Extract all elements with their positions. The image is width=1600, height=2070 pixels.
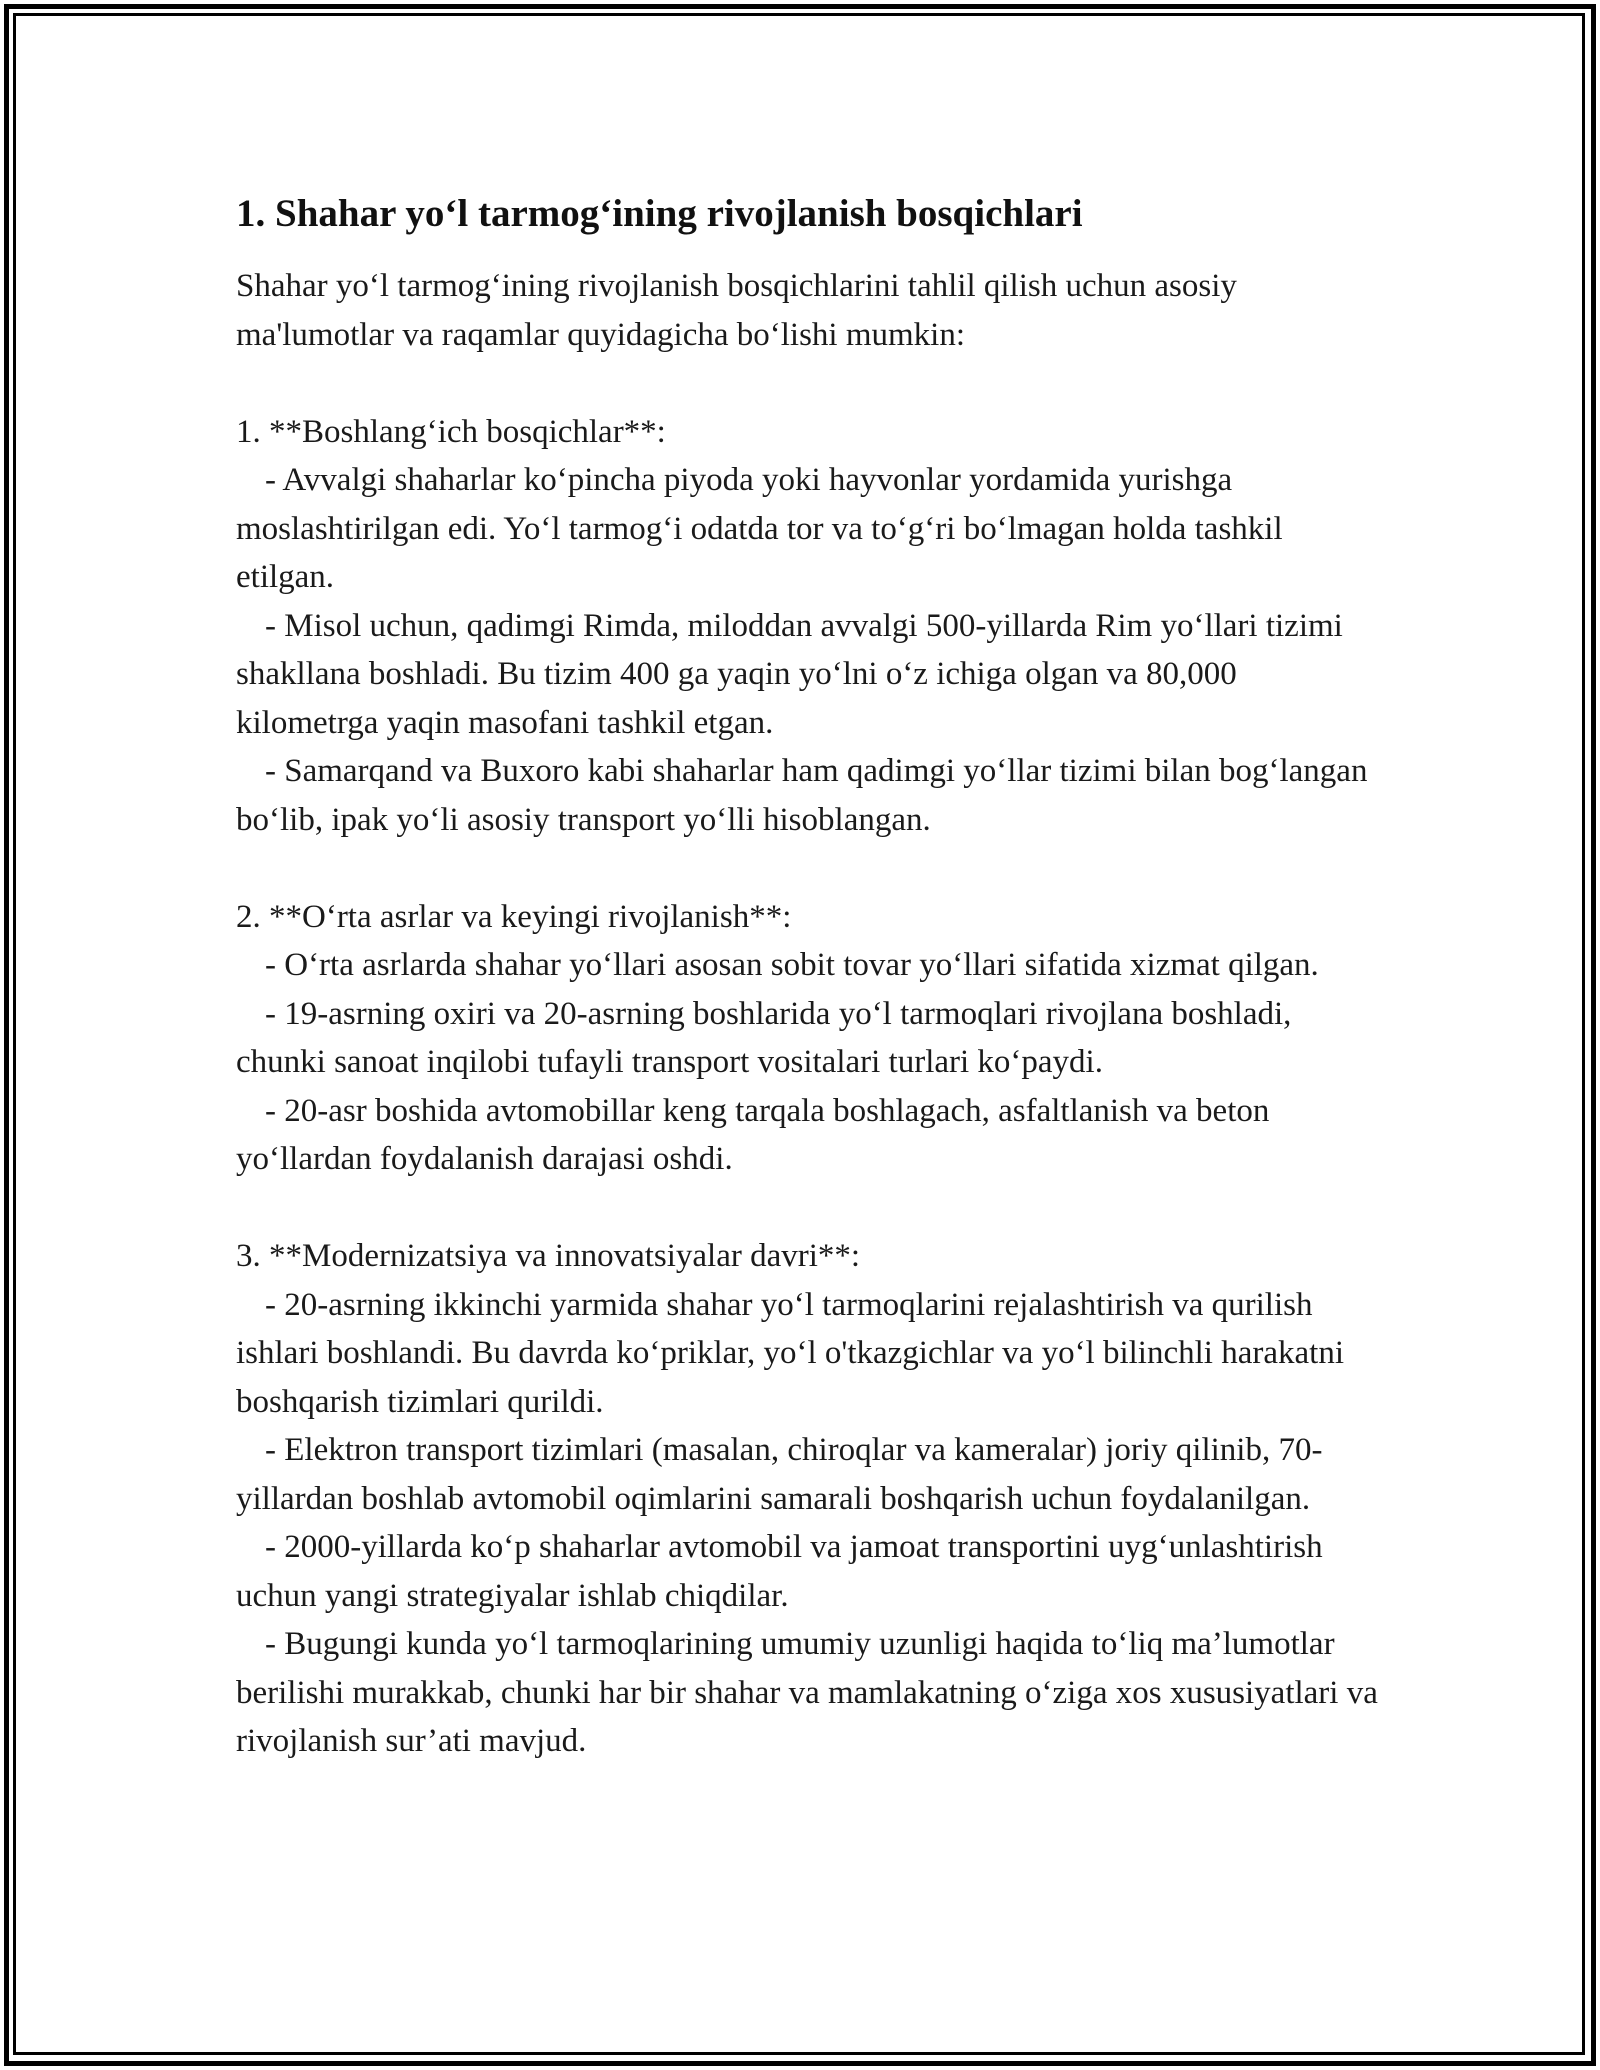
intro-paragraph: Shahar yo‘l tarmog‘ining rivojlanish bosqichlarini tahlil qilish uchun asosiy ma'lumotlar va raqamlar quyidagicha bo‘lishi mumkin: bbox=[236, 268, 1237, 353]
list-item bbox=[236, 1426, 1386, 1523]
section-2 bbox=[236, 893, 1386, 1184]
list-item-text: - Samarqand va Buxoro kabi shaharlar ham qadimgi yo‘llar tizimi bilan bog‘langan bo‘lib, ipak yo‘li asosiy transport yo‘lli hisoblangan. bbox=[236, 753, 1368, 838]
list-item-text: - O‘rta asrlarda shahar yo‘llari asosan sobit tovar yo‘llari sifatida xizmat qilgan. bbox=[265, 947, 1319, 983]
spacer bbox=[236, 844, 1386, 893]
list-item-text: - Elektron transport tizimlari (masalan, chiroqlar va kameralar) joriy qilinib, 70-yillardan boshlab avtomobil oqimlarini samarali boshqarish uchun foydalanilgan. bbox=[236, 1432, 1323, 1517]
list-item-text: - 2000-yillarda ko‘p shaharlar avtomobil va jamoat transportini uyg‘unlashtirish uchun yangi strategiyalar ishlab chiqdilar. bbox=[236, 1529, 1323, 1614]
list-item bbox=[236, 990, 1386, 1087]
spacer bbox=[236, 359, 1386, 408]
list-item-text: - Avvalgi shaharlar ko‘pincha piyoda yoki hayvonlar yordamida yurishga moslashtirilgan edi. Yo‘l tarmog‘i odatda tor va to‘g‘ri bo‘lmagan holda tashkil etilgan. bbox=[236, 462, 1283, 595]
list-item bbox=[236, 1281, 1386, 1427]
list-item bbox=[236, 1087, 1386, 1184]
document-body bbox=[236, 188, 1386, 1766]
list-item bbox=[236, 602, 1386, 748]
section-heading: 3. **Modernizatsiya va innovatsiyalar davri**: bbox=[236, 1238, 861, 1274]
spacer bbox=[236, 1184, 1386, 1233]
document-title: 1. Shahar yo‘l tarmog‘ining rivojlanish bosqichlari bbox=[236, 192, 1083, 235]
list-item bbox=[236, 1523, 1386, 1620]
list-item bbox=[236, 747, 1386, 844]
list-item-text: - Misol uchun, qadimgi Rimda, miloddan avvalgi 500-yillarda Rim yo‘llari tizimi shakllana boshladi. Bu tizim 400 ga yaqin yo‘lni o‘z ichiga olgan va 80,000 kilometrga yaqin masofani tashkil etgan. bbox=[236, 607, 1343, 741]
list-item-text: - 19-asrning oxiri va 20-asrning boshlarida yo‘l tarmoqlari rivojlana boshladi, chunki sanoat inqilobi tufayli transport vositalari turlari ko‘paydi. bbox=[236, 995, 1292, 1080]
list-item bbox=[236, 1620, 1386, 1766]
list-item bbox=[236, 941, 1386, 990]
list-item-text: - Bugungi kunda yo‘l tarmoqlarining umumiy uzunligi haqida to‘liq ma’lumotlar berilishi murakkab, chunki har bir shahar va mamlakatning o‘ziga xos xususiyatlari va rivojlanish sur’ati mavjud. bbox=[236, 1626, 1378, 1759]
section-1 bbox=[236, 408, 1386, 845]
section-heading: 1. **Boshlang‘ich bosqichlar**: bbox=[236, 413, 666, 450]
list-item-text: - 20-asrning ikkinchi yarmida shahar yo‘l tarmoqlarini rejalashtirish va qurilish ishlari boshlandi. Bu davrda ko‘priklar, yo‘l o'tkazgichlar va yo‘l bilinchli harakatni boshqarish tizimlari qurildi. bbox=[236, 1286, 1344, 1420]
list-item-text: - 20-asr boshida avtomobillar keng tarqala boshlagach, asfaltlanish va beton yo‘llardan foydalanish darajasi oshdi. bbox=[236, 1092, 1270, 1177]
list-item bbox=[236, 456, 1386, 602]
section-heading: 2. **O‘rta asrlar va keyingi rivojlanish**: bbox=[236, 898, 792, 935]
section-3 bbox=[236, 1232, 1386, 1766]
